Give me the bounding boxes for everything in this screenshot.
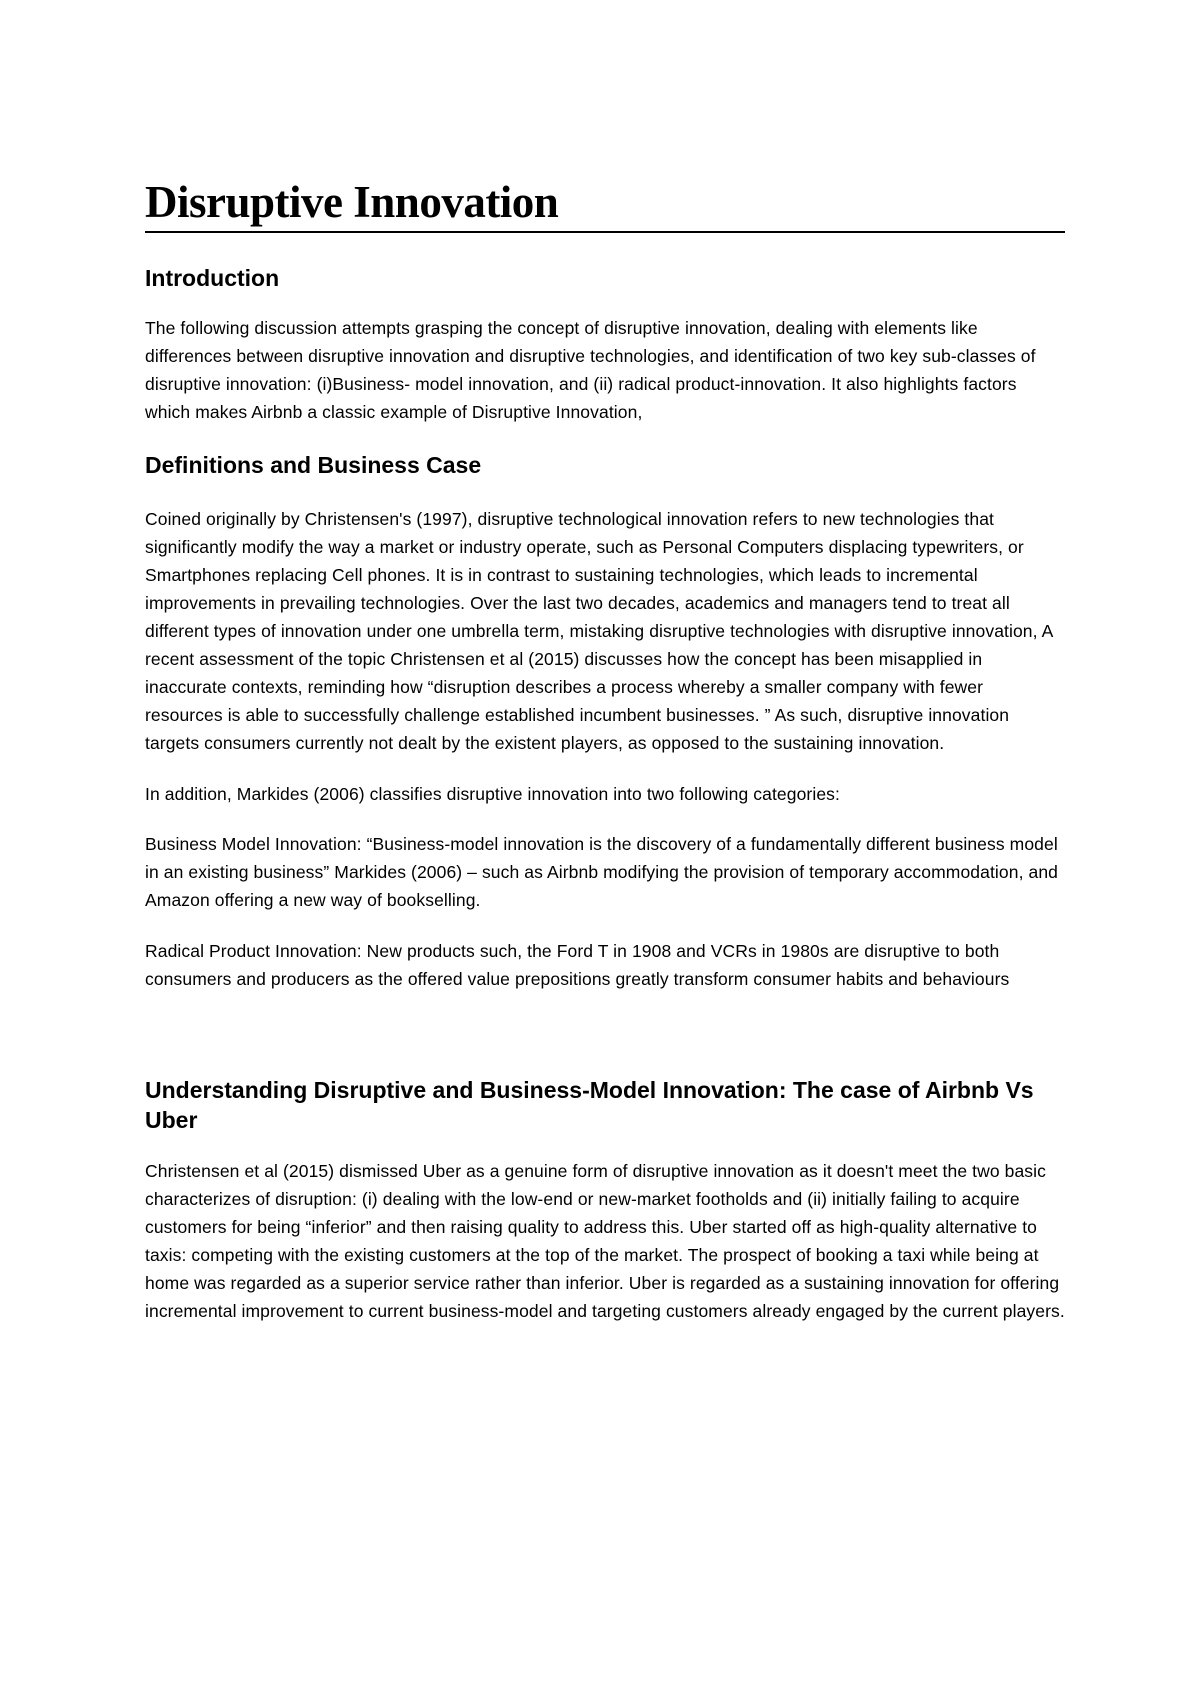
section-heading-introduction: Introduction bbox=[145, 265, 280, 291]
understanding-paragraph: Christensen et al (2015) dismissed Uber as a genuine form of disruptive innovation as it doesn't meet the two basic characterizes of disruption: (i) dealing with the low-end or new-market footholds and (ii) initially failing to acquire customers for being “inferior” and then raising quality to address this. Uber started off as high-quality alternative to taxis: competing with the existing customers at the top of the market. The prospect of booking a taxi while being at home was regarded as a superior service rather than inferior. Uber is regarded as a sustaining innovation for offering incremental improvement to current business-model and targeting customers already engaged by the current players. bbox=[145, 1161, 1065, 1321]
business-model-innovation-paragraph: Business Model Innovation: “Business-model innovation is the discovery of a fundamentally different business model in an existing business” Markides (2006) – such as Airbnb modifying the provision of temporary accommodation, and Amazon offering a new way of bookselling. bbox=[145, 834, 1059, 910]
section-heading-definitions: Definitions and Business Case bbox=[145, 452, 482, 478]
document-title: Disruptive Innovation bbox=[145, 175, 1065, 233]
radical-product-innovation-paragraph: Radical Product Innovation: New products such, the Ford T in 1908 and VCRs in 1980s are disruptive to both consumers and producers as the offered value prepositions greatly transform consumer habits and behaviours bbox=[145, 941, 1010, 989]
definitions-paragraph: Coined originally by Christensen's (1997), disruptive technological innovation refers to new technologies that significantly modify the way a market or industry operate, such as Personal Computers displacing typewriters, or Smartphones replacing Cell phones. It is in contrast to sustaining technologies, which leads to incremental improvements in prevailing technologies. Over the last two decades, academics and managers tend to treat all different types of innovation under one umbrella term, mistaking disruptive technologies with disruptive innovation, A recent assessment of the topic Christensen et al (2015) discusses how the concept has been misapplied in inaccurate contexts, reminding how “disruption describes a process whereby a smaller company with fewer resources is able to successfully challenge established incumbent businesses. ” As such, disruptive innovation targets consumers currently not dealt by the existent players, as opposed to the sustaining innovation. bbox=[145, 509, 1053, 753]
introduction-paragraph: The following discussion attempts grasping the concept of disruptive innovation, dealing with elements like differences between disruptive innovation and disruptive technologies, and identification of two key sub-classes of disruptive innovation: (i)Business- model innovation, and (ii) radical product-innovation. It also highlights factors which makes Airbnb a classic example of Disruptive Innovation, bbox=[145, 318, 1036, 422]
markides-categories-paragraph: In addition, Markides (2006) classifies disruptive innovation into two following categories: bbox=[145, 784, 840, 804]
document-page bbox=[145, 175, 1065, 1325]
section-heading-understanding: Understanding Disruptive and Business-Model Innovation: The case of Airbnb Vs Uber bbox=[145, 1077, 1034, 1133]
